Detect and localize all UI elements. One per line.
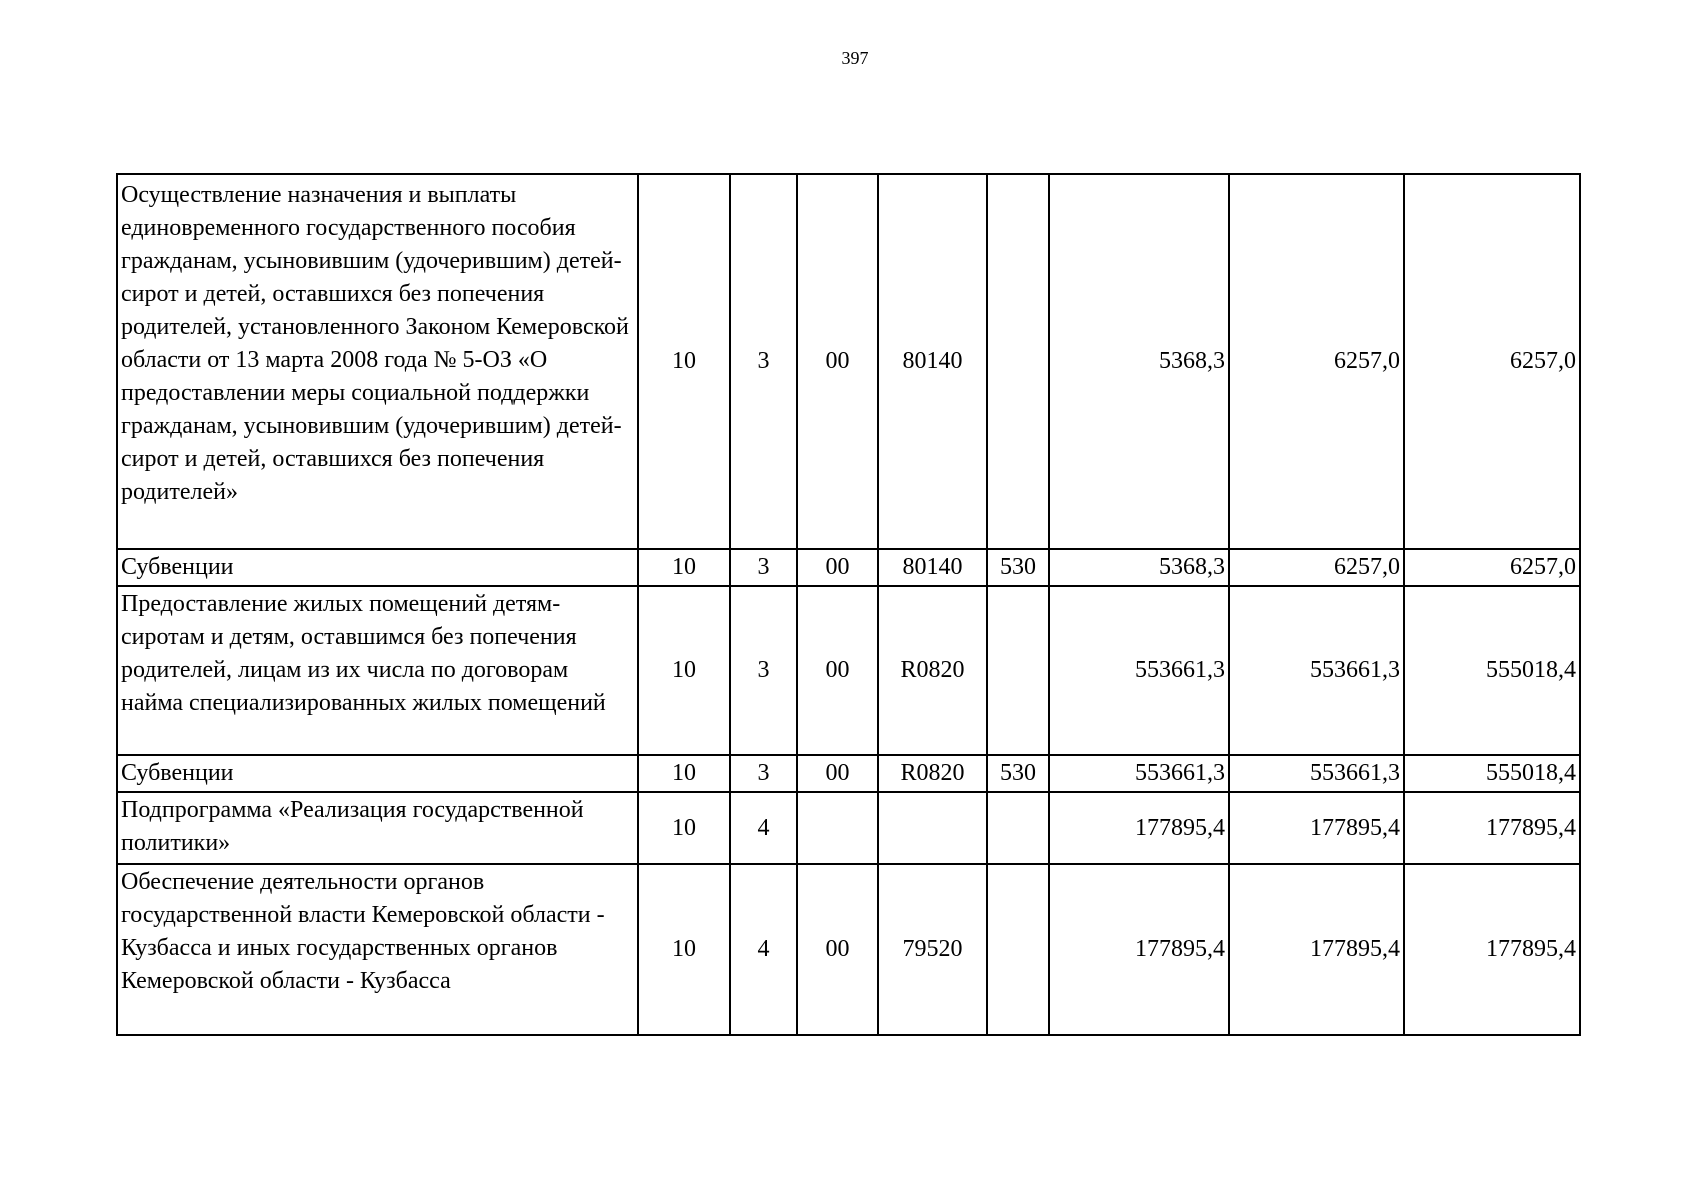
program-cell: 00 bbox=[797, 174, 878, 549]
year3-amount-cell: 555018,4 bbox=[1404, 755, 1580, 792]
subsection-cell: 3 bbox=[730, 586, 797, 755]
subsection-cell: 4 bbox=[730, 792, 797, 864]
program-cell: 00 bbox=[797, 549, 878, 586]
year1-amount-cell: 5368,3 bbox=[1049, 549, 1229, 586]
year2-amount-cell: 6257,0 bbox=[1229, 549, 1404, 586]
direction-cell: 80140 bbox=[878, 549, 987, 586]
table-row bbox=[117, 792, 1580, 864]
year3-amount-cell: 555018,4 bbox=[1404, 586, 1580, 755]
year3-amount-cell: 177895,4 bbox=[1404, 792, 1580, 864]
program-cell: 00 bbox=[797, 864, 878, 1035]
year2-amount-cell: 177895,4 bbox=[1229, 864, 1404, 1035]
row-name-cell: Субвенции bbox=[117, 755, 638, 792]
expense-type-cell: 530 bbox=[987, 755, 1049, 792]
expense-type-cell bbox=[987, 586, 1049, 755]
row-name-cell: Субвенции bbox=[117, 549, 638, 586]
year1-amount-cell: 553661,3 bbox=[1049, 586, 1229, 755]
year3-amount-cell: 6257,0 bbox=[1404, 174, 1580, 549]
program-cell: 00 bbox=[797, 586, 878, 755]
section-cell: 10 bbox=[638, 549, 730, 586]
year3-amount-cell: 6257,0 bbox=[1404, 549, 1580, 586]
row-name-cell: Предоставление жилых помещений детям-сиротам и детям, оставшимся без попечения родителей, лицам из их числа по договорам найма специализированных жилых помещений bbox=[117, 586, 638, 755]
expense-type-cell bbox=[987, 792, 1049, 864]
year2-amount-cell: 177895,4 bbox=[1229, 792, 1404, 864]
direction-cell: R0820 bbox=[878, 755, 987, 792]
section-cell: 10 bbox=[638, 586, 730, 755]
table-row bbox=[117, 549, 1580, 586]
direction-cell bbox=[878, 792, 987, 864]
expense-type-cell bbox=[987, 174, 1049, 549]
year1-amount-cell: 5368,3 bbox=[1049, 174, 1229, 549]
subsection-cell: 3 bbox=[730, 549, 797, 586]
budget-table bbox=[116, 173, 1581, 1036]
direction-cell: 79520 bbox=[878, 864, 987, 1035]
year2-amount-cell: 553661,3 bbox=[1229, 586, 1404, 755]
subsection-cell: 4 bbox=[730, 864, 797, 1035]
year1-amount-cell: 553661,3 bbox=[1049, 755, 1229, 792]
section-cell: 10 bbox=[638, 755, 730, 792]
section-cell: 10 bbox=[638, 864, 730, 1035]
row-name-cell: Осуществление назначения и выплаты единовременного государственного пособия гражданам, усыновившим (удочерившим) детей-сирот и детей, оставшихся без попечения родителей, установленного Законом Кемеровской области от 13 марта 2008 года № 5-ОЗ «О предоставлении меры социальной поддержки гражданам, усыновившим (удочерившим) детей-сирот и детей, оставшихся без попечения родителей» bbox=[117, 174, 638, 549]
section-cell: 10 bbox=[638, 174, 730, 549]
table-row bbox=[117, 586, 1580, 755]
year1-amount-cell: 177895,4 bbox=[1049, 792, 1229, 864]
expense-type-cell bbox=[987, 864, 1049, 1035]
table-row bbox=[117, 174, 1580, 549]
direction-cell: 80140 bbox=[878, 174, 987, 549]
year1-amount-cell: 177895,4 bbox=[1049, 864, 1229, 1035]
program-cell bbox=[797, 792, 878, 864]
table-row bbox=[117, 864, 1580, 1035]
subsection-cell: 3 bbox=[730, 174, 797, 549]
table-row bbox=[117, 755, 1580, 792]
year2-amount-cell: 553661,3 bbox=[1229, 755, 1404, 792]
year2-amount-cell: 6257,0 bbox=[1229, 174, 1404, 549]
page-number: 397 bbox=[841, 48, 869, 68]
program-cell: 00 bbox=[797, 755, 878, 792]
row-name-cell: Обеспечение деятельности органов государственной власти Кемеровской области - Кузбасса и иных государственных органов Кемеровской области - Кузбасса bbox=[117, 864, 638, 1035]
direction-cell: R0820 bbox=[878, 586, 987, 755]
row-name-cell: Подпрограмма «Реализация государственной политики» bbox=[117, 792, 638, 864]
section-cell: 10 bbox=[638, 792, 730, 864]
subsection-cell: 3 bbox=[730, 755, 797, 792]
expense-type-cell: 530 bbox=[987, 549, 1049, 586]
year3-amount-cell: 177895,4 bbox=[1404, 864, 1580, 1035]
